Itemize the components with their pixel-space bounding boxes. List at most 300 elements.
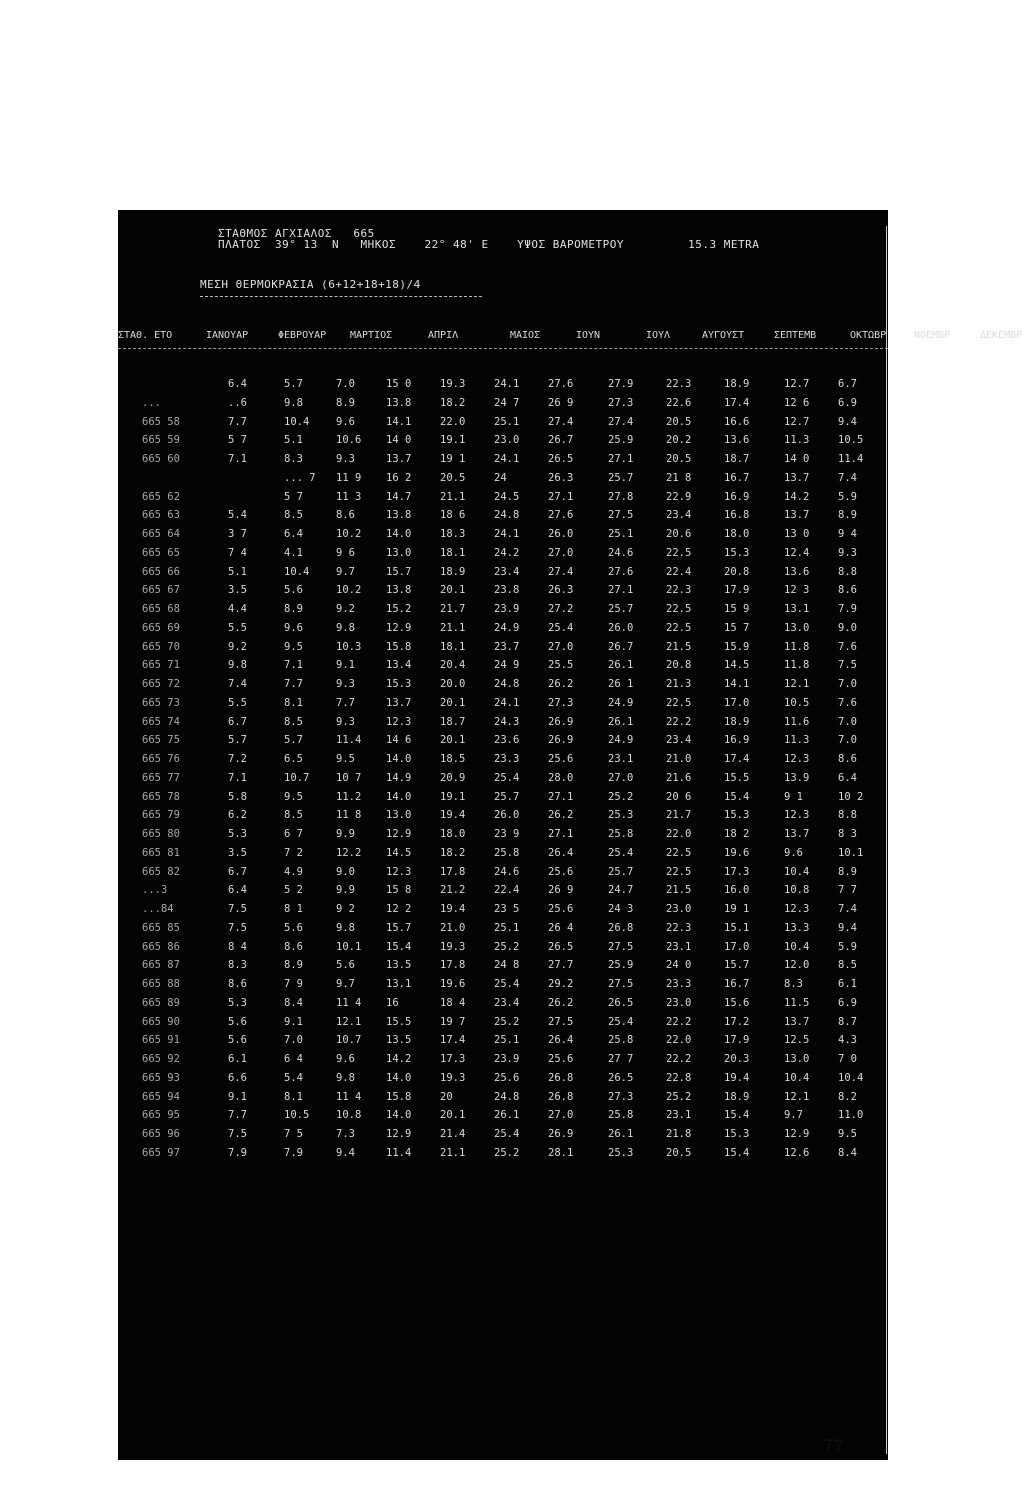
temperature-cell: 12.1 — [784, 1091, 810, 1103]
temperature-cell: 9.8 — [228, 659, 247, 671]
temperature-cell: 9.7 — [336, 978, 355, 990]
temperature-cell: 11.5 — [784, 997, 810, 1009]
temperature-cell: 23.1 — [666, 941, 692, 953]
temperature-cell: 22.0 — [666, 828, 692, 840]
temperature-cell: 24.6 — [494, 866, 520, 878]
temperature-cell: 5.6 — [228, 1016, 247, 1028]
temperature-cell: 7.0 — [838, 734, 857, 746]
temperature-cell: 6.7 — [228, 866, 247, 878]
table-row — [118, 584, 890, 602]
station-year-cell: 665 89 — [142, 997, 180, 1009]
temperature-cell: 10.2 — [336, 584, 362, 596]
temperature-cell: 6.5 — [284, 753, 303, 765]
temperature-cell: 13.5 — [386, 959, 412, 971]
temperature-cell: 13.5 — [386, 1034, 412, 1046]
temperature-cell: 17.3 — [724, 866, 750, 878]
temperature-cell: ..6 — [228, 397, 247, 409]
temperature-cell: 15.4 — [724, 1109, 750, 1121]
table-row — [118, 884, 890, 902]
station-year-cell: 665 90 — [142, 1016, 180, 1028]
temperature-cell: 14 6 — [386, 734, 412, 746]
temperature-cell: 18.9 — [440, 566, 466, 578]
temperature-cell: 13.1 — [784, 603, 810, 615]
temperature-cell: 4.9 — [284, 866, 303, 878]
temperature-cell: 7.9 — [838, 603, 857, 615]
temperature-cell: 18.9 — [724, 378, 750, 390]
temperature-cell: 17.4 — [440, 1034, 466, 1046]
temperature-cell: 11.6 — [784, 716, 810, 728]
printout-content — [118, 210, 1023, 1460]
temperature-cell: 27.4 — [548, 416, 574, 428]
temperature-cell: 19.6 — [440, 978, 466, 990]
temperature-cell: 11.0 — [838, 1109, 864, 1121]
table-row — [118, 416, 890, 434]
temperature-cell: 19.1 — [440, 791, 466, 803]
temperature-cell: 22.2 — [666, 1053, 692, 1065]
temperature-cell: 11.4 — [838, 453, 864, 465]
temperature-cell: 28.0 — [548, 772, 574, 784]
temperature-cell: 27.1 — [608, 584, 634, 596]
temperature-cell: 26.1 — [608, 1128, 634, 1140]
temperature-cell: 19.4 — [724, 1072, 750, 1084]
temperature-cell: 24.8 — [494, 678, 520, 690]
station-year-cell: 665 91 — [142, 1034, 180, 1046]
station-year-cell: ... — [142, 397, 161, 409]
temperature-cell: 7.4 — [838, 472, 857, 484]
temperature-cell: 11.3 — [784, 734, 810, 746]
temperature-cell: 10.3 — [336, 641, 362, 653]
table-row — [118, 941, 890, 959]
temperature-cell: 19.3 — [440, 1072, 466, 1084]
column-header: ΑΠΡΙΛ — [428, 330, 459, 341]
temperature-cell: 8.9 — [838, 509, 857, 521]
temperature-cell: 10.4 — [284, 566, 310, 578]
temperature-cell: 15.7 — [386, 922, 412, 934]
temperature-cell: 14.1 — [386, 416, 412, 428]
station-coordinates: ΠΛΑΤΟΣ 39° 13 Ν ΜΗΚΟΣ 22° 48' Ε ΥΨΟΣ ΒΑΡΟΜΕΤΡΟΥ 15.3 ΜΕΤRA — [218, 238, 760, 251]
station-year-cell: 665 71 — [142, 659, 180, 671]
temperature-cell: 4.4 — [228, 603, 247, 615]
table-row — [118, 622, 890, 640]
temperature-cell: 5.6 — [284, 922, 303, 934]
temperature-cell: 9.7 — [336, 566, 355, 578]
temperature-cell: 10.1 — [838, 847, 864, 859]
table-row — [118, 1016, 890, 1034]
temperature-cell: 21.3 — [666, 678, 692, 690]
temperature-cell: 24.1 — [494, 378, 520, 390]
column-header: ΣΕΠΤΕΜΒ — [774, 330, 817, 341]
temperature-cell: 8.9 — [838, 866, 857, 878]
temperature-cell: 20.5 — [666, 416, 692, 428]
temperature-cell: 20 6 — [666, 791, 692, 803]
temperature-cell: 26.1 — [608, 659, 634, 671]
temperature-cell: 22.8 — [666, 1072, 692, 1084]
temperature-cell: 21.1 — [440, 622, 466, 634]
temperature-cell: 19.3 — [440, 941, 466, 953]
temperature-cell: 5.6 — [336, 959, 355, 971]
temperature-cell: 7.0 — [284, 1034, 303, 1046]
table-row — [118, 1147, 890, 1165]
temperature-cell: 5.4 — [228, 509, 247, 521]
temperature-cell: 25.1 — [608, 528, 634, 540]
temperature-cell: 7.7 — [336, 697, 355, 709]
temperature-cell: 13.7 — [784, 472, 810, 484]
temperature-cell: 9.5 — [838, 1128, 857, 1140]
temperature-cell: 21.8 — [666, 1128, 692, 1140]
temperature-cell: 9.3 — [336, 453, 355, 465]
temperature-cell: 12.3 — [386, 716, 412, 728]
temperature-cell: 18.5 — [440, 753, 466, 765]
temperature-cell: 14.0 — [386, 1072, 412, 1084]
temperature-cell: 24 — [494, 472, 507, 484]
temperature-cell: 17.4 — [724, 397, 750, 409]
table-row — [118, 716, 890, 734]
temperature-cell: 9 6 — [336, 547, 355, 559]
temperature-cell: 26.2 — [548, 997, 574, 1009]
header-rule — [118, 348, 888, 349]
table-row — [118, 472, 890, 490]
temperature-cell: 11.3 — [784, 434, 810, 446]
temperature-cell: 6.2 — [228, 809, 247, 821]
temperature-cell: 25.4 — [548, 622, 574, 634]
temperature-cell: 5.7 — [284, 378, 303, 390]
temperature-cell: 27.1 — [548, 491, 574, 503]
temperature-cell: 9.9 — [336, 828, 355, 840]
station-year-cell: 665 79 — [142, 809, 180, 821]
temperature-cell: 26.0 — [608, 622, 634, 634]
temperature-cell: 11.2 — [336, 791, 362, 803]
temperature-cell: 8.5 — [284, 509, 303, 521]
temperature-cell: 9.6 — [784, 847, 803, 859]
temperature-cell: 9.2 — [336, 603, 355, 615]
column-header: ΦΕΒΡΟΥΑΡ — [278, 330, 327, 341]
temperature-cell: 10.8 — [784, 884, 810, 896]
temperature-cell: 8.3 — [228, 959, 247, 971]
temperature-cell: 25.3 — [608, 1147, 634, 1159]
temperature-cell: 26.8 — [548, 1072, 574, 1084]
station-year-cell: 665 67 — [142, 584, 180, 596]
temperature-cell: 21.1 — [440, 491, 466, 503]
temperature-cell: 14 0 — [386, 434, 412, 446]
temperature-cell: 12.9 — [386, 622, 412, 634]
temperature-cell: 18.7 — [440, 716, 466, 728]
temperature-cell: 10.5 — [784, 697, 810, 709]
temperature-cell: 14.1 — [724, 678, 750, 690]
temperature-cell: 25.6 — [548, 753, 574, 765]
temperature-cell: 10.1 — [336, 941, 362, 953]
temperature-cell: 12.1 — [784, 678, 810, 690]
subtitle-underline — [200, 296, 482, 297]
temperature-cell: 15.8 — [386, 641, 412, 653]
temperature-cell: 6.1 — [838, 978, 857, 990]
column-header: ΙΟΥΝ — [576, 330, 601, 341]
temperature-cell: 19.1 — [440, 434, 466, 446]
temperature-cell: 25.4 — [494, 978, 520, 990]
temperature-cell: 10.6 — [336, 434, 362, 446]
temperature-cell: 13.6 — [724, 434, 750, 446]
temperature-cell: 27.5 — [608, 978, 634, 990]
temperature-cell: 21.0 — [666, 753, 692, 765]
temperature-cell: 8.9 — [284, 603, 303, 615]
column-header: ΜΑΙΟΣ — [510, 330, 541, 341]
temperature-cell: 14.5 — [386, 847, 412, 859]
temperature-cell: 20.8 — [666, 659, 692, 671]
temperature-cell: 13.7 — [784, 828, 810, 840]
temperature-cell: 23.8 — [494, 584, 520, 596]
station-year-cell: 665 93 — [142, 1072, 180, 1084]
station-year-cell: 665 80 — [142, 828, 180, 840]
temperature-cell: 23.7 — [494, 641, 520, 653]
temperature-cell: 22.5 — [666, 622, 692, 634]
temperature-cell: 26.5 — [548, 941, 574, 953]
temperature-cell: 27.6 — [548, 378, 574, 390]
temperature-cell: 24 0 — [666, 959, 692, 971]
temperature-cell: 21.5 — [666, 884, 692, 896]
station-year-cell: 665 63 — [142, 509, 180, 521]
temperature-cell: 9 4 — [838, 528, 857, 540]
temperature-cell: 12.9 — [386, 1128, 412, 1140]
temperature-cell: 21.7 — [666, 809, 692, 821]
temperature-cell: 7.1 — [284, 659, 303, 671]
temperature-cell: 27.5 — [608, 509, 634, 521]
temperature-cell: 10.7 — [284, 772, 310, 784]
temperature-cell: 25.3 — [608, 809, 634, 821]
temperature-cell: 21.2 — [440, 884, 466, 896]
station-year-cell: 665 58 — [142, 416, 180, 428]
table-row — [118, 959, 890, 977]
temperature-cell: 20.8 — [724, 566, 750, 578]
station-year-cell: 665 82 — [142, 866, 180, 878]
temperature-cell: 26.0 — [548, 528, 574, 540]
temperature-cell: 25.1 — [494, 1034, 520, 1046]
temperature-cell: 18.0 — [724, 528, 750, 540]
temperature-cell: 8.9 — [284, 959, 303, 971]
temperature-cell: 25.8 — [494, 847, 520, 859]
table-row — [118, 847, 890, 865]
temperature-cell: 7.6 — [838, 697, 857, 709]
temperature-cell: 15.5 — [724, 772, 750, 784]
temperature-cell: 26.2 — [548, 678, 574, 690]
temperature-cell: 5.6 — [284, 584, 303, 596]
station-year-cell: 665 66 — [142, 566, 180, 578]
temperature-cell: 3.5 — [228, 847, 247, 859]
temperature-cell: 22.2 — [666, 1016, 692, 1028]
temperature-cell: 25.6 — [494, 1072, 520, 1084]
temperature-cell: 25.7 — [608, 866, 634, 878]
temperature-cell: 9.4 — [838, 922, 857, 934]
table-row — [118, 641, 890, 659]
temperature-cell: 15.7 — [386, 566, 412, 578]
temperature-cell: 24.8 — [494, 1091, 520, 1103]
temperature-cell: 12 3 — [784, 584, 810, 596]
table-row — [118, 509, 890, 527]
temperature-cell: 5.5 — [228, 697, 247, 709]
temperature-cell: 7.0 — [336, 378, 355, 390]
temperature-cell: 13.8 — [386, 584, 412, 596]
temperature-cell: 12.7 — [784, 378, 810, 390]
temperature-cell: 26.7 — [608, 641, 634, 653]
temperature-cell: 26.1 — [608, 716, 634, 728]
temperature-cell: 20.3 — [724, 1053, 750, 1065]
temperature-cell: 13.0 — [386, 547, 412, 559]
station-year-cell: ...3 — [142, 884, 168, 896]
temperature-cell: 10.5 — [284, 1109, 310, 1121]
table-row — [118, 491, 890, 509]
temperature-cell: 19.6 — [724, 847, 750, 859]
temperature-cell: 23.1 — [608, 753, 634, 765]
temperature-cell: 8.6 — [838, 753, 857, 765]
temperature-cell: 16 2 — [386, 472, 412, 484]
temperature-cell: 17.8 — [440, 866, 466, 878]
temperature-cell: 7.4 — [838, 903, 857, 915]
temperature-cell: 26.5 — [548, 453, 574, 465]
temperature-cell: 16.7 — [724, 978, 750, 990]
station-year-cell: 665 62 — [142, 491, 180, 503]
temperature-cell: 13.0 — [386, 809, 412, 821]
temperature-cell: 14.9 — [386, 772, 412, 784]
temperature-cell: 5 7 — [228, 434, 247, 446]
table-row — [118, 734, 890, 752]
temperature-cell: 9.6 — [336, 1053, 355, 1065]
temperature-cell: 7 9 — [284, 978, 303, 990]
temperature-cell: 8.7 — [838, 1016, 857, 1028]
temperature-cell: 16.6 — [724, 416, 750, 428]
table-row — [118, 1109, 890, 1127]
temperature-cell: 14.0 — [386, 791, 412, 803]
temperature-cell: 12.3 — [784, 903, 810, 915]
temperature-cell: 8.4 — [284, 997, 303, 1009]
table-row — [118, 903, 890, 921]
temperature-cell: 10.5 — [838, 434, 864, 446]
temperature-cell: 26.9 — [548, 734, 574, 746]
temperature-cell: 8 1 — [284, 903, 303, 915]
temperature-cell: 7.4 — [228, 678, 247, 690]
temperature-cell: 19.3 — [440, 378, 466, 390]
temperature-cell: 24.9 — [608, 734, 634, 746]
station-year-cell: 665 68 — [142, 603, 180, 615]
temperature-cell: 23.9 — [494, 1053, 520, 1065]
temperature-cell: 5.7 — [228, 734, 247, 746]
temperature-cell: 17.8 — [440, 959, 466, 971]
station-year-cell: ...84 — [142, 903, 174, 915]
temperature-cell: 22.4 — [494, 884, 520, 896]
temperature-cell: 21.4 — [440, 1128, 466, 1140]
temperature-cell: 7 2 — [284, 847, 303, 859]
temperature-cell: 22.2 — [666, 716, 692, 728]
table-row — [118, 659, 890, 677]
temperature-cell: 23.0 — [494, 434, 520, 446]
temperature-cell: 22.5 — [666, 866, 692, 878]
temperature-cell: 9.3 — [838, 547, 857, 559]
temperature-cell: 8.8 — [838, 566, 857, 578]
temperature-cell: 17.4 — [724, 753, 750, 765]
temperature-cell: 12.5 — [784, 1034, 810, 1046]
temperature-cell: 8.1 — [284, 697, 303, 709]
temperature-cell: 15.4 — [724, 791, 750, 803]
temperature-cell: 5.3 — [228, 997, 247, 1009]
temperature-cell: 26 9 — [548, 884, 574, 896]
temperature-cell: 23.3 — [494, 753, 520, 765]
table-row — [118, 697, 890, 715]
station-year-cell: 665 85 — [142, 922, 180, 934]
temperature-cell: 24.2 — [494, 547, 520, 559]
temperature-cell: 23 5 — [494, 903, 520, 915]
column-header: ΝΟΕΜΒΡ — [914, 330, 951, 341]
temperature-cell: 11 3 — [336, 491, 362, 503]
temperature-cell: 7 5 — [284, 1128, 303, 1140]
temperature-cell: 26.3 — [548, 584, 574, 596]
temperature-cell: 6 4 — [284, 1053, 303, 1065]
temperature-cell: 9.6 — [284, 622, 303, 634]
station-year-cell: 665 75 — [142, 734, 180, 746]
temperature-cell: 15 7 — [724, 622, 750, 634]
table-row — [118, 434, 890, 452]
station-year-cell: 665 86 — [142, 941, 180, 953]
table-row — [118, 997, 890, 1015]
temperature-cell: 19 1 — [724, 903, 750, 915]
temperature-cell: 9.5 — [284, 791, 303, 803]
temperature-cell: 15.2 — [386, 603, 412, 615]
temperature-cell: 6.7 — [228, 716, 247, 728]
station-year-cell: 665 88 — [142, 978, 180, 990]
temperature-cell: 18 6 — [440, 509, 466, 521]
temperature-cell: 12.3 — [784, 753, 810, 765]
temperature-cell: 22.3 — [666, 584, 692, 596]
temperature-cell: 24.3 — [494, 716, 520, 728]
station-year-cell: 665 64 — [142, 528, 180, 540]
station-title: ΣΤΑΘΜΟΣ ΑΓΧΙΑΛΟΣ 665 — [218, 227, 375, 240]
temperature-cell: 12.9 — [784, 1128, 810, 1140]
station-year-cell: 665 69 — [142, 622, 180, 634]
station-year-cell: 665 70 — [142, 641, 180, 653]
temperature-cell: 14.0 — [386, 1109, 412, 1121]
temperature-cell: 21.6 — [666, 772, 692, 784]
temperature-cell: 9.8 — [336, 622, 355, 634]
temperature-cell: 27.3 — [608, 397, 634, 409]
temperature-cell: 15.9 — [724, 641, 750, 653]
temperature-cell: 20.6 — [666, 528, 692, 540]
temperature-cell: 23.4 — [666, 734, 692, 746]
temperature-cell: 9 2 — [336, 903, 355, 915]
temperature-cell: 27.0 — [548, 547, 574, 559]
temperature-cell: 27.8 — [608, 491, 634, 503]
temperature-cell: 15.4 — [724, 1147, 750, 1159]
temperature-cell: 18.2 — [440, 847, 466, 859]
temperature-cell: 23.6 — [494, 734, 520, 746]
temperature-cell: 6.9 — [838, 997, 857, 1009]
temperature-cell: 18.3 — [440, 528, 466, 540]
temperature-cell: 8.8 — [838, 809, 857, 821]
station-year-cell: 665 87 — [142, 959, 180, 971]
temperature-cell: 25.7 — [608, 472, 634, 484]
temperature-cell: 24.1 — [494, 453, 520, 465]
temperature-cell: 15.3 — [724, 547, 750, 559]
temperature-cell: 9.4 — [336, 1147, 355, 1159]
temperature-cell: 7.7 — [284, 678, 303, 690]
temperature-cell: 5.3 — [228, 828, 247, 840]
temperature-cell: 4.3 — [838, 1034, 857, 1046]
column-headers — [118, 330, 1023, 344]
temperature-cell: 11 4 — [336, 997, 362, 1009]
temperature-cell: 14.0 — [386, 528, 412, 540]
temperature-cell: 18.9 — [724, 1091, 750, 1103]
temperature-cell: 12.3 — [784, 809, 810, 821]
temperature-cell: 23.4 — [494, 997, 520, 1009]
temperature-cell: 8.1 — [284, 1091, 303, 1103]
column-header: ΙΟΥΛ — [646, 330, 671, 341]
temperature-cell: 17.3 — [440, 1053, 466, 1065]
temperature-cell: 26.4 — [548, 847, 574, 859]
